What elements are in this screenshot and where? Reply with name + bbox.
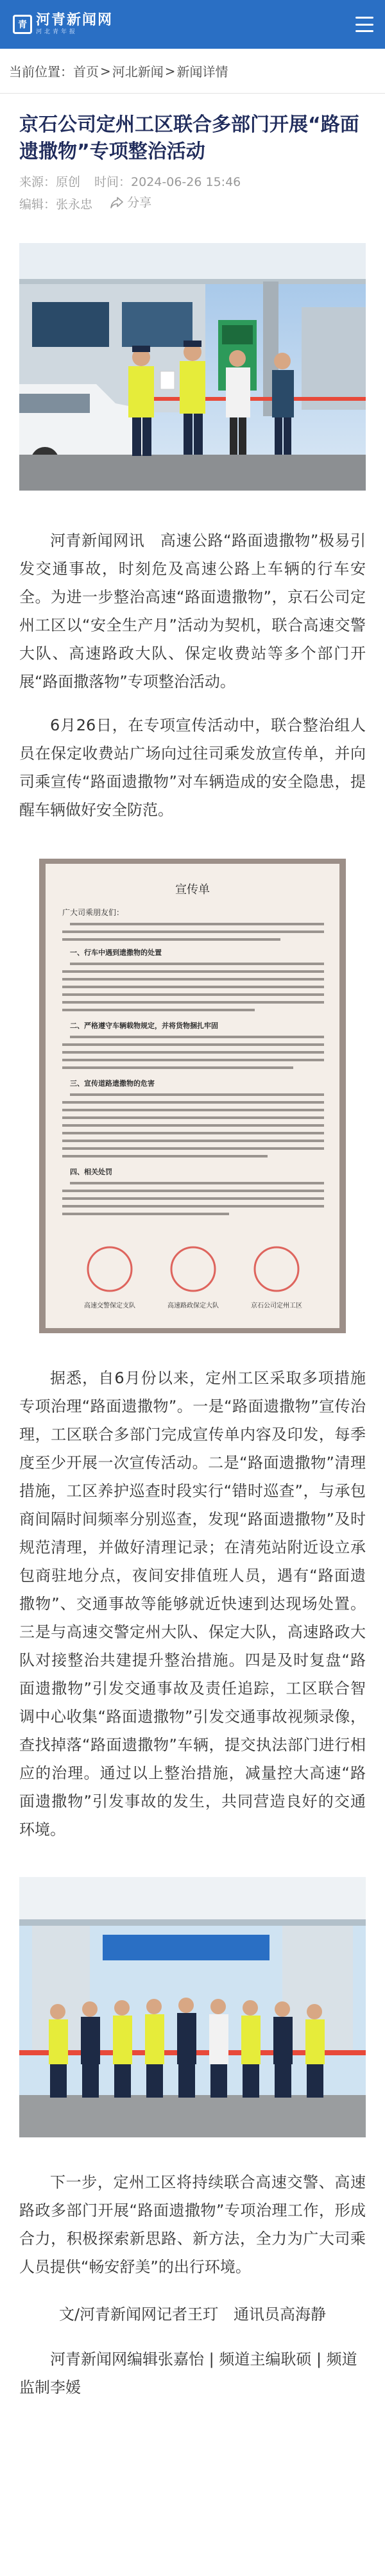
leaflet-greeting: 广大司乘朋友们：: [62, 908, 124, 917]
leaflet-org: 高速路政保定大队: [167, 1302, 219, 1309]
leaflet-image: [39, 859, 346, 1333]
article-byline: 文/河青新闻网记者王玎 通讯员高海静: [58, 2305, 327, 2323]
breadcrumb-news-detail[interactable]: 新闻详情: [176, 64, 228, 80]
time-label: 时间：: [94, 175, 132, 189]
breadcrumb-prefix: 当前位置：: [9, 64, 73, 80]
site-header: [0, 0, 385, 49]
share-label: 分享: [127, 196, 152, 210]
breadcrumb-separator: >: [164, 63, 176, 79]
editor-label: 编辑：: [19, 198, 56, 212]
breadcrumb-separator: >: [100, 63, 111, 79]
editor-value: 张永忠: [56, 198, 93, 212]
article-photo-group: [19, 1877, 366, 2137]
leaflet-title: 宣传单: [175, 883, 210, 897]
article-paragraph: 6月26日，在专项宣传活动中，联合整治组人员在保定收费站广场向过往司乘发放宣传单，并向司乘宣传“路面遗撒物”对车辆造成的安全隐患，提醒车辆做好安全防范。: [19, 716, 366, 819]
leaflet-org: 高速交警保定支队: [84, 1302, 135, 1309]
logo-icon: 青: [13, 15, 32, 34]
share-button[interactable]: [110, 192, 151, 213]
breadcrumb-home[interactable]: 首页: [73, 64, 99, 80]
editor-credits: 河青新闻网编辑张嘉怡 | 频道主编耿硕 | 频道监制李媛: [19, 2350, 357, 2396]
article-photo-toll-station: [19, 243, 366, 491]
article-paragraph: 河青新闻网讯 高速公路“路面遗撒物”极易引发交通事故，时刻危及高速公路上车辆的行车安全。为进一步整治高速“路面遗撒物”，京石公司定州工区以“安全生产月”活动为契机，联合高速交警大队、高速路政大队、保定收费站等多个部门开展“路面撒落物”专项整治活动。: [19, 532, 366, 691]
menu-icon[interactable]: [355, 17, 373, 32]
leaflet-section: 三、宣传道路遗撒物的危害: [70, 1079, 155, 1088]
article: [0, 94, 385, 2402]
breadcrumb-hebei-news[interactable]: 河北新闻: [112, 64, 164, 80]
leaflet-org: 京石公司定州工区: [251, 1302, 302, 1309]
leaflet-section: 四、相关处罚: [70, 1168, 112, 1176]
share-icon: [110, 197, 123, 208]
logo-subtitle: 河北青年报: [36, 29, 78, 35]
leaflet-section: 一、行车中遇到遗撒物的处置: [70, 948, 162, 957]
article-paragraph: 下一步，定州工区将持续联合高速交警、高速路政多部门开展“路面遗撒物”专项治理工作，形成合力，积极探索新思路、新方法，全力为广大司乘人员提供“畅安舒美”的出行环境。: [19, 2173, 366, 2276]
article-photo-leaflet: [39, 859, 346, 1333]
source-value: 原创: [56, 175, 81, 189]
photo-toll-station-image: [19, 243, 366, 491]
article-paragraph: 据悉，自6月份以来，定州工区采取多项措施专项治理“路面遗撒物”。一是“路面遗撒物”宣传治理，工区联合多部门完成宣传单内容及印发，每季度至少开展一次宣传活动。二是“路面遗撒物”清理措施，工区养护巡查时段实行“错时巡查”，与承包商间隔时间频率分别巡查，发现“路面遗撒物”及时规范清理，并做好清理记录；在清苑站附近设立承包商驻地分点，夜间安排值班人员，遇有“路面遗撒物”、交通事故等能够就近快速到达现场处置。三是与高速交警定州大队、保定大队，高速路政大队对接整治共建提升整治措施。四是及时复盘“路面遗撒物”引发交通事故及责任追踪，工区联合智调中心收集“路面遗撒物”引发交通事故视频录像，查找掉落“路面遗撒物”车辆，提交执法部门进行相应的治理。通过以上整治措施，减量控大高速“路面遗撒物”引发事故的发生，共同营造良好的交通环境。: [19, 1369, 366, 1839]
photo-group-image: [19, 1877, 366, 2137]
article-meta: [19, 172, 366, 215]
breadcrumb: [0, 49, 385, 94]
leaflet-section: 二、严格遵守车辆载物规定，并将货物捆扎牢固: [70, 1022, 218, 1030]
site-logo[interactable]: [13, 13, 113, 36]
article-title: 京石公司定州工区联合多部门开展“路面遗撒物”专项整治活动: [19, 114, 359, 163]
source-label: 来源：: [19, 175, 56, 189]
logo-title: 河青新闻网: [36, 12, 114, 28]
publish-time: 2024-06-26 15:46: [131, 175, 241, 189]
